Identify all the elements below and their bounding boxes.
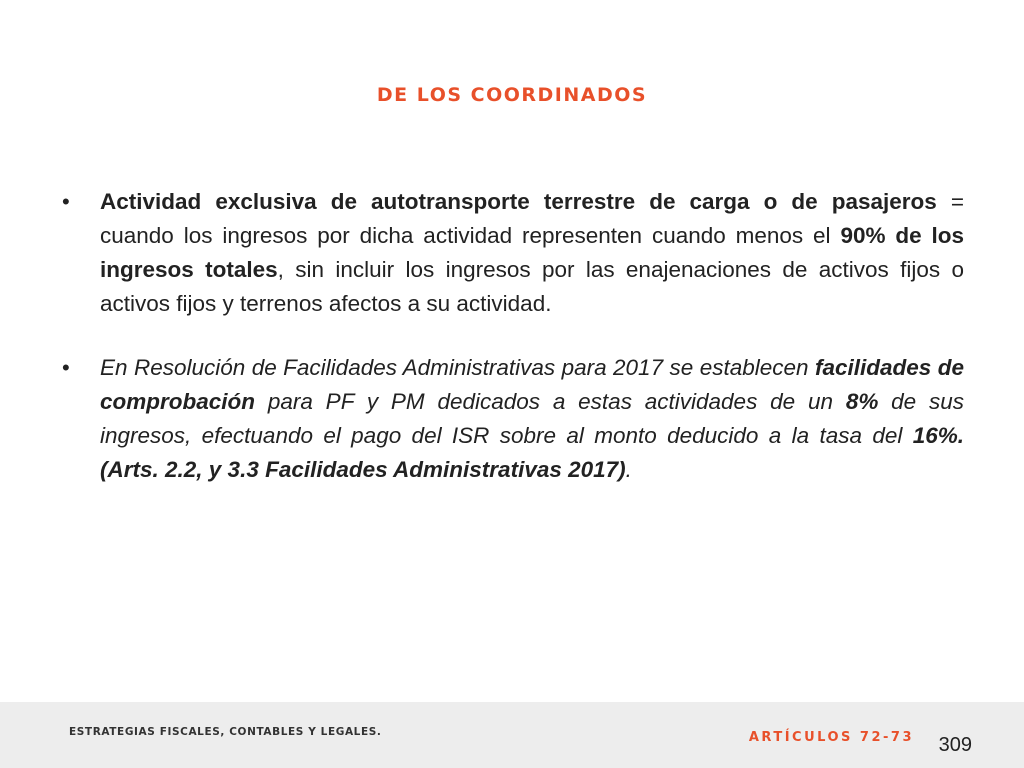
slide-title: DE LOS COORDINADOS	[376, 84, 648, 106]
bullet-2-segment: 8%	[845, 389, 879, 414]
bullet-item-1	[62, 185, 964, 321]
bullet-1-segment: = cuando los ingresos por dicha actividad representen cuando menos el	[100, 189, 964, 248]
bullet-1-segment: Actividad exclusiva de autotransporte terrestre de carga o de pasajeros	[100, 189, 937, 214]
bullet-dot-icon: •	[62, 355, 70, 380]
bullet-2-segment: para PF y PM dedicados a estas actividades de un	[255, 389, 846, 414]
footer-section-label: ARTÍCULOS 72-73	[748, 730, 914, 745]
footer-left-text: ESTRATEGIAS FISCALES, CONTABLES Y LEGALES.	[69, 726, 382, 738]
page-number: 309	[938, 734, 972, 756]
bullet-item-2	[62, 351, 964, 487]
bullet-1-segment: , sin incluir los ingresos por las enajenaciones de activos fijos o activos fijos y terrenos afectos a su actividad.	[100, 257, 964, 316]
bullet-1-segment: 90% de los ingresos totales	[100, 223, 964, 282]
bullet-2-segment: 16%. (Arts. 2.2, y 3.3 Facilidades Administrativas 2017)	[100, 423, 964, 482]
bullet-dot-icon: •	[62, 189, 70, 214]
slide-body	[62, 185, 964, 517]
bullet-2-segment: facilidades de comprobación	[100, 355, 964, 414]
bullet-2-segment: .	[625, 457, 632, 482]
bullet-2-segment: de sus ingresos, efectuando el pago del ISR sobre al monto deducido a la tasa del	[100, 389, 965, 448]
bullet-2-segment: En Resolución de Facilidades Administrativas para 2017 se establecen	[100, 355, 815, 380]
